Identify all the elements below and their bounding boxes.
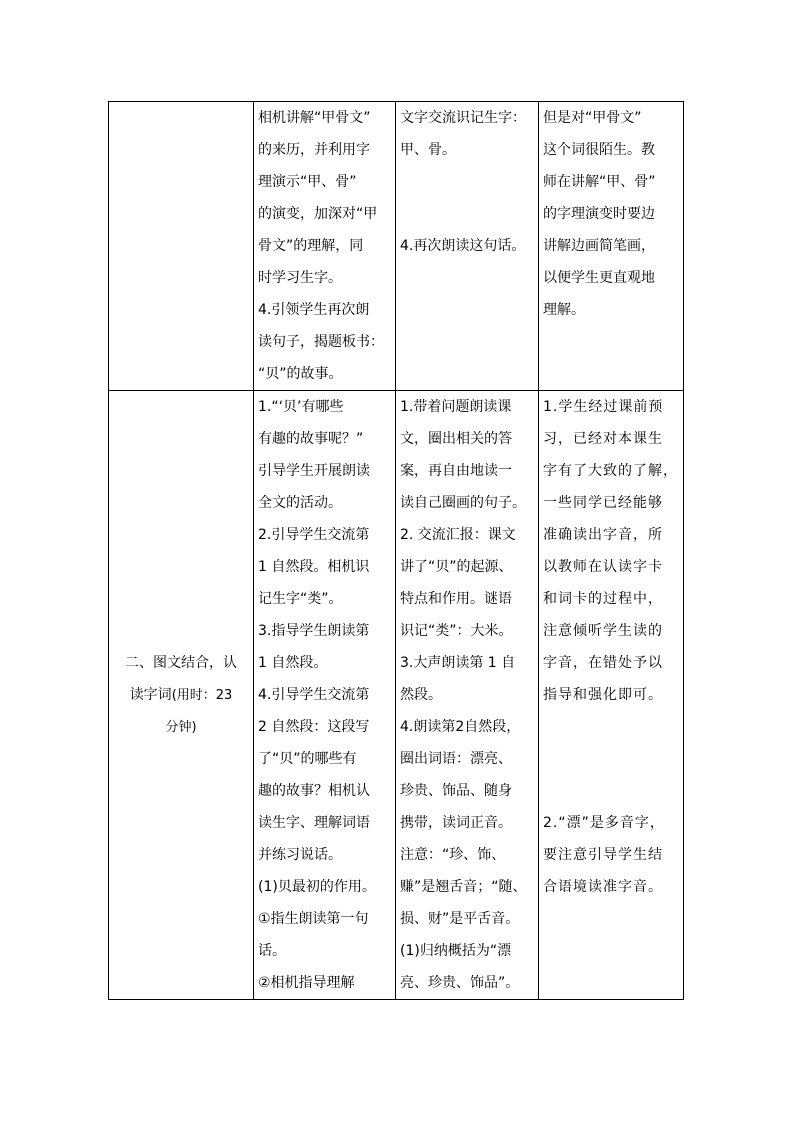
text-line: 1 自然段。 <box>258 655 328 671</box>
text-line: 文，圈出相关的答 <box>400 431 512 447</box>
stage-title-line: 读字词(用时：23 <box>129 686 233 703</box>
text-line: “贝”的故事。 <box>258 366 343 382</box>
text-line: 全文的活动。 <box>258 495 342 511</box>
text-line: 1 自然段。相机识 <box>258 559 370 575</box>
text-line: 这个词很陌生。教 <box>543 142 655 158</box>
text-line: 和词卡的过程中， <box>543 591 663 607</box>
text-line: 字音，在错处予以 <box>543 655 663 671</box>
stage-cell <box>109 391 254 1000</box>
text-line: 识记“类”：大米。 <box>400 623 513 639</box>
text-line: 的字理演变时要边 <box>543 206 655 222</box>
text-line: 以便学生更直观地 <box>543 270 655 286</box>
text-line: (1)归纳概括为“漂 <box>400 943 512 959</box>
text-line: ①指生朗读第一句 <box>258 911 369 927</box>
text-line: 理解。 <box>543 302 585 318</box>
text-line: 师在讲解“甲、骨” <box>543 174 656 190</box>
text-line: 圈出词语：漂亮、 <box>400 751 512 767</box>
text-line: 的来历，并利用字 <box>258 142 370 158</box>
text-line: 3.大声朗读第 1 自 <box>400 655 516 671</box>
text-line: 损、财”是平舌音。 <box>400 911 520 927</box>
design-notes-cell <box>539 391 684 1000</box>
text-line: 文字交流识记生字： <box>400 110 526 126</box>
text-line: 甲、骨。 <box>400 142 456 158</box>
text-line: 4.引领学生再次朗 <box>258 302 370 318</box>
table-row <box>109 391 684 1000</box>
stage-title-line: 二、图文结合，认 <box>125 654 237 671</box>
text-line: 1.“‘贝’有哪些 <box>258 399 344 415</box>
table-row <box>109 102 684 391</box>
text-line: 4.朗读第2自然段， <box>400 719 521 735</box>
text-line: 注意倾听学生读的 <box>543 623 663 639</box>
text-line: 特点和作用。谜语 <box>400 591 512 607</box>
text-line: 4.引导学生交流第 <box>258 687 370 703</box>
text-line: 相机讲解“甲骨文” <box>258 110 371 126</box>
lesson-plan-table <box>108 101 684 1000</box>
text-line: 讲解边画简笔画， <box>543 238 655 254</box>
text-line: 注意：“珍、饰、 <box>400 847 506 863</box>
text-line: 携带，读词正音。 <box>400 815 512 831</box>
text-line: 珍贵、饰品、随身 <box>400 783 512 799</box>
text-line: 趣的故事？相机认 <box>258 783 370 799</box>
text-line: 引导学生开展朗读 <box>258 463 370 479</box>
text-line: 合语境读准字音。 <box>543 879 663 895</box>
student-activity-cell <box>396 102 539 391</box>
text-line: 亮、珍贵、饰品”。 <box>400 975 520 991</box>
text-line: 话。 <box>258 943 286 959</box>
text-line: 字有了大致的了解， <box>543 463 678 479</box>
text-line: 案，再自由地读一 <box>400 463 512 479</box>
text-line: 然段。 <box>400 687 442 703</box>
text-line: 有趣的故事呢？” <box>258 431 364 447</box>
text-line: 了“贝”的哪些有 <box>258 751 357 767</box>
text-line: 准确读出字音，所 <box>543 527 663 543</box>
text-line: 理演示“甲、骨” <box>258 174 357 190</box>
text-line: 并练习说话。 <box>258 847 342 863</box>
text-line: 4.再次朗读这句话。 <box>400 238 526 254</box>
text-line: 2 自然段：这段写 <box>258 719 370 735</box>
teacher-activity-cell <box>254 391 396 1000</box>
text-line: 3.指导学生朗读第 <box>258 623 370 639</box>
design-notes-cell <box>539 102 684 391</box>
text-line: 要注意引导学生结 <box>543 847 663 863</box>
text-line: 讲了“贝”的起源、 <box>400 559 513 575</box>
text-line: 时学习生字。 <box>258 270 342 286</box>
text-line: 读自己圈画的句子。 <box>400 495 526 511</box>
stage-time-line: 分钟) <box>165 719 197 735</box>
text-line: 2.“漂”是多音字， <box>543 815 665 831</box>
teacher-activity-cell <box>254 102 396 391</box>
stage-cell <box>109 102 254 391</box>
text-line: 一些同学已经能够 <box>543 495 663 511</box>
text-line: ②相机指导理解 <box>258 975 355 991</box>
text-line: 骨文”的理解，同 <box>258 238 364 254</box>
text-line: 读句子，揭题板书： <box>258 334 384 350</box>
text-line: 1.学生经过课前预 <box>543 399 664 415</box>
text-line: 指导和强化即可。 <box>543 687 663 703</box>
text-line: 记生字“类”。 <box>258 591 343 607</box>
text-line: (1)贝最初的作用。 <box>258 879 376 895</box>
text-line: 的演变，加深对“甲 <box>258 206 378 222</box>
text-line: 读生字、理解词语 <box>258 815 370 831</box>
text-line: 赚”是翘舌音；“随、 <box>400 879 527 895</box>
student-activity-cell <box>396 391 539 1000</box>
text-line: 2.引导学生交流第 <box>258 527 370 543</box>
text-line: 以教师在认读字卡 <box>543 559 663 575</box>
text-line: 1.带着问题朗读课 <box>400 399 512 415</box>
text-line: 但是对“甲骨文” <box>543 110 642 126</box>
text-line: 习，已经对本课生 <box>543 431 663 447</box>
text-line: 2. 交流汇报：课文 <box>400 527 516 543</box>
